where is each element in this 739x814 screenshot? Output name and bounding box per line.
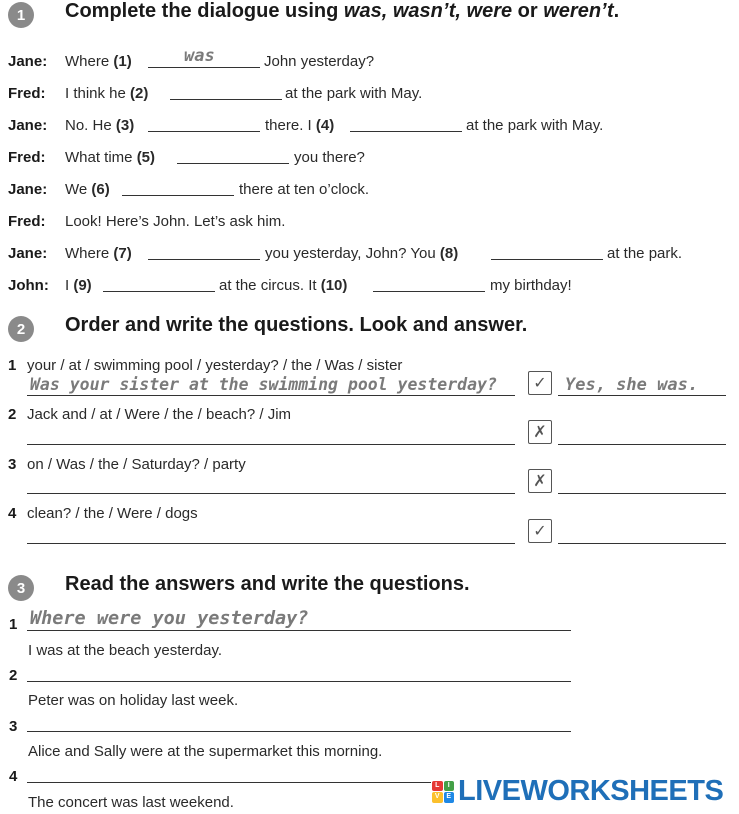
scrambled-words: your / at / swimming pool / yesterday? / the / Was / sister — [27, 357, 403, 374]
question-answer-line[interactable] — [27, 493, 515, 494]
short-answer-line[interactable] — [558, 444, 726, 445]
given-answer: I was at the beach yesterday. — [28, 642, 222, 659]
answer-blank-5[interactable] — [177, 163, 289, 164]
dialogue-text: What time (5) — [65, 149, 156, 166]
section-1-number: 1 — [8, 2, 34, 28]
dialogue-text: Where (1) — [65, 53, 132, 70]
answer-blank-9[interactable] — [103, 291, 215, 292]
dialogue-line — [8, 144, 728, 166]
speaker: Fred: — [8, 85, 46, 102]
dialogue-text: at the park with May. — [466, 117, 604, 134]
question-line[interactable] — [27, 630, 571, 631]
speaker: Jane: — [8, 245, 48, 262]
scrambled-words: Jack and / at / Were / the / beach? / Jim — [27, 406, 292, 423]
answer-blank-2[interactable] — [170, 99, 282, 100]
section-2-header — [8, 314, 528, 342]
question-answer-line[interactable] — [27, 543, 515, 544]
written-question: Was your sister at the swimming pool yesterday? — [30, 375, 497, 394]
check-box: ✓ — [528, 371, 552, 395]
answer-blank-7[interactable] — [148, 259, 260, 260]
given-answer: Peter was on holiday last week. — [28, 692, 239, 709]
check-box: ✓ — [528, 519, 552, 543]
dialogue-line — [8, 240, 728, 262]
dialogue-text: my birthday! — [490, 277, 572, 294]
answer-1-text: was — [184, 46, 215, 66]
liveworksheets-logo — [432, 775, 723, 808]
answer-blank-4[interactable] — [350, 131, 462, 132]
logo-letter: E — [444, 792, 455, 803]
answer-blank-3[interactable] — [148, 131, 260, 132]
question-number: 2 — [9, 667, 18, 684]
given-answer: Alice and Sally were at the supermarket this morning. — [28, 743, 383, 760]
short-answer-line[interactable] — [558, 543, 726, 544]
section-2-title: Order and write the questions. Look and answer. — [65, 314, 528, 336]
dialogue-text: John yesterday? — [264, 53, 375, 70]
logo-mark-icon — [432, 781, 454, 803]
dialogue-text: at the circus. It (10) — [219, 277, 348, 294]
cross-box: ✗ — [528, 469, 552, 493]
section-1-header — [8, 0, 620, 28]
dialogue-text: We (6) — [65, 181, 110, 198]
section-1-title: Complete the dialogue using was, wasn’t, were or weren’t. — [65, 0, 620, 22]
question-answer-line[interactable] — [27, 444, 515, 445]
logo-letter: L — [432, 781, 443, 792]
question-number: 1 — [8, 357, 17, 374]
speaker: Fred: — [8, 213, 46, 230]
dialogue-line — [8, 272, 728, 294]
given-answer: The concert was last weekend. — [28, 794, 234, 811]
dialogue-text: you there? — [294, 149, 365, 166]
section-2-number: 2 — [8, 316, 34, 342]
dialogue-text: I (9) — [65, 277, 92, 294]
scrambled-words: on / Was / the / Saturday? / party — [27, 456, 246, 473]
dialogue-text: Look! Here’s John. Let’s ask him. — [65, 213, 286, 230]
dialogue-text: No. He (3) — [65, 117, 135, 134]
dialogue-text: there. I (4) — [265, 117, 335, 134]
speaker: Fred: — [8, 149, 46, 166]
answer-blank-10[interactable] — [373, 291, 485, 292]
dialogue-text: at the park. — [607, 245, 683, 262]
answer-blank-1[interactable] — [148, 67, 260, 68]
dialogue-text: at the park with May. — [285, 85, 423, 102]
cross-box: ✗ — [528, 420, 552, 444]
dialogue-line — [8, 112, 728, 134]
logo-letter: V — [432, 792, 443, 803]
speaker: Jane: — [8, 117, 48, 134]
dialogue-line — [8, 208, 728, 230]
section-3-title: Read the answers and write the questions. — [65, 573, 470, 595]
scrambled-words: clean? / the / Were / dogs — [27, 505, 198, 522]
short-answer-line[interactable] — [558, 493, 726, 494]
question-number: 4 — [8, 505, 17, 522]
dialogue-line — [8, 80, 728, 102]
section-3-number: 3 — [8, 575, 34, 601]
question-number: 1 — [9, 616, 18, 633]
question-line[interactable] — [27, 681, 571, 682]
speaker: John: — [8, 277, 49, 294]
short-answer-line[interactable] — [558, 395, 726, 396]
dialogue-text: you yesterday, John? You (8) — [265, 245, 459, 262]
dialogue-text: there at ten o’clock. — [239, 181, 370, 198]
question-number: 2 — [8, 406, 17, 423]
answer-blank-6[interactable] — [122, 195, 234, 196]
dialogue-line — [8, 176, 728, 198]
speaker: Jane: — [8, 181, 48, 198]
dialogue-line — [8, 48, 728, 70]
speaker: Jane: — [8, 53, 48, 70]
logo-letter: I — [444, 781, 455, 792]
answer-blank-8[interactable] — [491, 259, 603, 260]
dialogue-text: Where (7) — [65, 245, 132, 262]
question-line[interactable] — [27, 731, 571, 732]
written-question: Where were you yesterday? — [30, 608, 309, 629]
question-answer-line[interactable] — [27, 395, 515, 396]
question-number: 4 — [9, 768, 18, 785]
question-number: 3 — [9, 718, 18, 735]
dialogue-text: I think he (2) — [65, 85, 149, 102]
question-number: 3 — [8, 456, 17, 473]
logo-text: LIVEWORKSHEETS — [458, 775, 724, 807]
section-3-header — [8, 573, 470, 601]
question-line[interactable] — [27, 782, 431, 783]
short-answer: Yes, she was. — [565, 375, 699, 395]
